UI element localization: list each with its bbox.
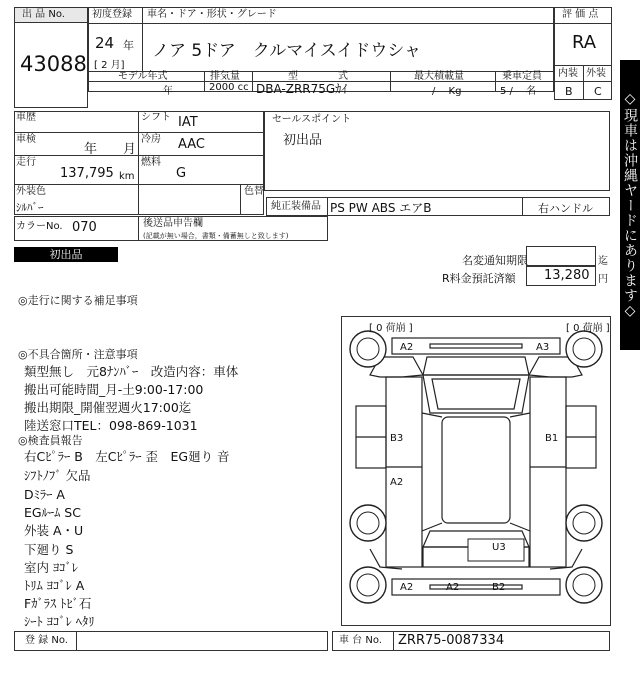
model-year-label: モデル年式: [118, 71, 168, 82]
note-line: 搬出可能時間_月-土9:00-17:00: [24, 382, 204, 397]
reg-year: 24: [95, 34, 115, 52]
note-line: 陸送窓口TEL：098-869-1031: [24, 418, 198, 433]
model-year-unit: 年: [163, 86, 173, 97]
recycle-unit: 円: [598, 274, 608, 285]
reg-month: [ 2 月]: [94, 60, 125, 71]
eval-label: 評 価 点: [562, 9, 599, 20]
warranty-note: (記載が無い場合，書類・備蓄無しと致します): [143, 232, 289, 240]
lot-label: 出 品 No.: [22, 9, 65, 20]
chassis-no: ZRR75-0087334: [398, 633, 505, 648]
exterior-score: C: [594, 85, 602, 98]
type: DBA-ZRR75Gｶｲ: [256, 82, 348, 96]
notes-defects-header: ◎不具合箇所・注意事項: [18, 348, 138, 361]
recycle-label: R料金預託済額: [442, 272, 516, 285]
note-line: 外装 A・U: [24, 523, 84, 538]
note-line: EGﾙｰﾑ SC: [24, 505, 81, 520]
note-line: Fｶﾞﾗｽ ﾄﾋﾞ石: [24, 596, 92, 611]
equipment-value: PS PW ABS エアB: [330, 201, 432, 215]
reg-no-label: 登 録 No.: [25, 635, 68, 646]
car-outline: [342, 317, 610, 625]
ac-value: AAC: [178, 137, 205, 152]
notes-driving-header: ◎走行に関する補足事項: [18, 294, 138, 307]
steering-value: 右ハンドル: [538, 202, 593, 215]
capacity-label: 乗車定員: [502, 71, 542, 82]
interior-score: B: [565, 85, 573, 98]
year-unit: 年: [123, 39, 134, 52]
diagram-corner-tl: [ 0 荷崩 ]: [369, 323, 413, 334]
color-no-label: カラーNo.: [16, 221, 63, 232]
note-line: 搬出期限_開催翌週火17:00迄: [24, 400, 192, 415]
repaint-label: 色替: [244, 186, 264, 197]
chassis-label: 車 台 No.: [339, 635, 382, 646]
notes-inspector-header: ◎検査員報告: [18, 434, 83, 447]
damage-mark: B1: [545, 433, 559, 444]
recycle-amount: 13,280: [544, 268, 590, 283]
color-no-value: 070: [72, 220, 97, 235]
displacement: 2000 cc: [209, 82, 249, 93]
damage-mark: U3: [492, 542, 506, 553]
damage-mark: A3: [536, 342, 550, 353]
capacity: 5 / 名: [500, 86, 537, 97]
note-line: 類型無し 元8ﾅﾝﾊﾞｰ 改造内容：車体: [24, 364, 239, 379]
side-banner: ◇現車は沖縄ヤードにあります◇: [620, 60, 640, 350]
color-label: 外装色: [16, 186, 46, 197]
interior-label: 内装: [558, 68, 578, 79]
damage-mark: A2: [390, 477, 404, 488]
damage-mark: A2: [446, 582, 460, 593]
load-label: 最大積載量: [414, 71, 464, 82]
name-change-label: 名変通知期限: [462, 254, 528, 267]
damage-mark: A2: [400, 342, 414, 353]
displacement-label: 排気量: [210, 71, 240, 82]
fuel-value: G: [176, 166, 187, 181]
warranty-label: 後送品申告欄: [143, 218, 203, 229]
load: / Kg: [432, 86, 462, 97]
car-name: ノア 5ドア クルマイスイドウシャ: [152, 41, 422, 61]
note-line: 右Cﾋﾟﾗｰ B 左Cﾋﾟﾗｰ 歪 EG廻り 音: [24, 449, 230, 464]
ac-label: 冷房: [141, 134, 161, 145]
fuel-label: 燃料: [141, 157, 161, 168]
mileage-label: 走行: [16, 157, 36, 168]
sales-label: セールスポイント: [272, 114, 352, 125]
sales-point: 初出品: [283, 133, 323, 148]
car-diagram: [341, 316, 611, 626]
color-value: ｼﾙﾊﾞｰ: [16, 201, 44, 214]
exterior-label: 外装: [586, 68, 606, 79]
note-line: ﾄﾘﾑ ﾖｺﾞﾚ A: [24, 578, 85, 593]
eval-score: RA: [572, 32, 597, 53]
mileage-value: 137,795: [60, 166, 114, 181]
diagram-corner-tr: [ 0 荷崩 ]: [566, 323, 610, 334]
lot-number: 43088: [20, 52, 87, 76]
inspection-value: 年 月: [84, 142, 137, 157]
type-label: 型 式: [288, 71, 348, 82]
name-change-box: [526, 246, 596, 266]
shift-value: IAT: [178, 115, 198, 130]
history-label: 車歴: [16, 112, 36, 123]
note-line: ｼﾌﾄﾉﾌﾞ 欠品: [24, 468, 91, 483]
note-line: 下廻り S: [24, 542, 74, 557]
note-line: Dﾐﾗｰ A: [24, 487, 65, 502]
equipment-label: 純正装備品: [271, 201, 321, 212]
damage-mark: B2: [492, 582, 506, 593]
name-change-unit: 迄: [598, 256, 608, 267]
first-listing-badge: 初出品: [14, 247, 118, 262]
reg-label: 初度登録: [92, 9, 132, 20]
note-line: 室内 ﾖｺﾞﾚ: [24, 560, 78, 575]
color-block: [14, 184, 264, 215]
inspection-label: 車検: [16, 134, 36, 145]
damage-mark: B3: [390, 433, 404, 444]
mileage-unit: km: [119, 171, 135, 182]
note-line: ｼｰﾄ ﾖｺﾞﾚ ﾍﾀﾘ: [24, 614, 95, 629]
shift-label: シフト: [141, 112, 171, 123]
damage-mark: A2: [400, 582, 414, 593]
name-label: 車名・ドア・形状・グレード: [147, 9, 277, 20]
